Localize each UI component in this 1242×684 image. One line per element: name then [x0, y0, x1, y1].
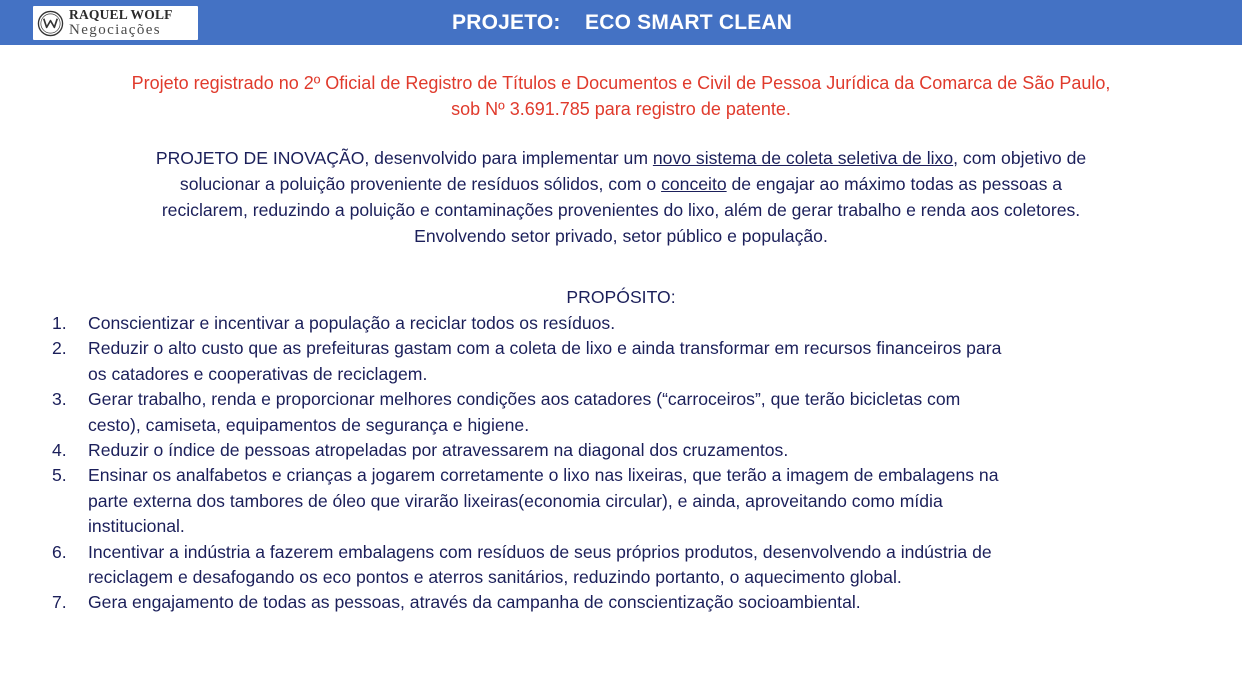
registration-notice	[20, 70, 1222, 122]
header-title-label: PROJETO:	[452, 11, 561, 34]
intro-text: , com objetivo de	[953, 148, 1087, 168]
list-item	[52, 438, 1222, 463]
list-item-text: cesto), camiseta, equipamentos de segurança e higiene.	[88, 414, 530, 435]
header-title-name: ECO SMART CLEAN	[585, 11, 793, 34]
list-item-number: 5.	[52, 465, 67, 486]
logo-subtitle: Negociações	[69, 21, 162, 38]
list-item-text: institucional.	[88, 516, 185, 537]
registration-line: sob Nº 3.691.785 para registro de patente.	[451, 99, 791, 119]
intro-text: de engajar ao máximo todas as pessoas a	[726, 174, 1063, 194]
list-item	[52, 336, 1222, 387]
purpose-heading: PROPÓSITO:	[566, 287, 676, 307]
list-item-number: 6.	[52, 541, 67, 562]
list-item-number: 4.	[52, 440, 67, 461]
list-item	[52, 590, 1222, 615]
registration-line: Projeto registrado no 2º Oficial de Registro de Títulos e Documentos e Civil de Pessoa Jurídica da Comarca de São Paulo,	[131, 73, 1111, 93]
list-item	[52, 540, 1222, 591]
list-item-number: 1.	[52, 313, 67, 333]
intro-underlined-text: novo sistema de coleta seletiva de lixo	[652, 148, 954, 168]
list-item-text: Reduzir o índice de pessoas atropeladas por atravessarem na diagonal dos cruzamentos.	[88, 440, 789, 461]
logo	[33, 6, 198, 40]
list-item-text: Ensinar os analfabetos e crianças a jogarem corretamente o lixo nas lixeiras, que terão a imagem de embalagens na	[88, 465, 999, 486]
list-item-number: 7.	[52, 592, 67, 613]
list-item	[52, 387, 1222, 438]
list-item-text: reciclagem e desafogando os eco pontos e aterros sanitários, reduzindo portanto, o aquecimento global.	[88, 567, 902, 588]
list-item-number: 2.	[52, 338, 67, 359]
list-item-text: Gera engajamento de todas as pessoas, através da campanha de conscientização socioambiental.	[88, 592, 861, 613]
list-item-text: Reduzir o alto custo que as prefeituras gastam com a coleta de lixo e ainda transformar em recursos financeiros para	[88, 338, 1002, 359]
list-item-text: parte externa dos tambores de óleo que virarão lixeiras(economia circular), e ainda, aproveitando como mídia	[88, 490, 943, 511]
intro-text: solucionar a poluição proveniente de resíduos sólidos, com o	[179, 174, 662, 194]
list-item-text: Conscientizar e incentivar a população a reciclar todos os resíduos.	[88, 313, 616, 333]
intro-underlined-text: conceito	[661, 174, 727, 194]
list-item-text: os catadores e cooperativas de reciclagem.	[88, 363, 428, 384]
intro-paragraph	[20, 145, 1222, 249]
list-item	[52, 463, 1222, 539]
list-item-number: 3.	[52, 389, 67, 410]
logo-name: RAQUEL WOLF	[69, 7, 173, 23]
intro-line: Envolvendo setor privado, setor público e população.	[414, 226, 828, 246]
logo-seal-icon	[37, 10, 64, 37]
purpose-list	[52, 311, 1222, 616]
intro-line: reciclarem, reduzindo a poluição e contaminações provenientes do lixo, além de gerar trabalho e renda aos coletores.	[161, 200, 1081, 220]
list-item	[52, 311, 1222, 336]
intro-text: PROJETO DE INOVAÇÃO, desenvolvido para implementar um	[155, 148, 653, 168]
header-bar	[0, 0, 1242, 45]
list-item-text: Incentivar a indústria a fazerem embalagens com resíduos de seus próprios produtos, desenvolvendo a indústria de	[88, 541, 992, 562]
intro-line	[20, 171, 1222, 197]
list-item-text: Gerar trabalho, renda e proporcionar melhores condições aos catadores (“carroceiros”, que terão bicicletas com	[88, 389, 961, 410]
intro-line	[20, 145, 1222, 171]
